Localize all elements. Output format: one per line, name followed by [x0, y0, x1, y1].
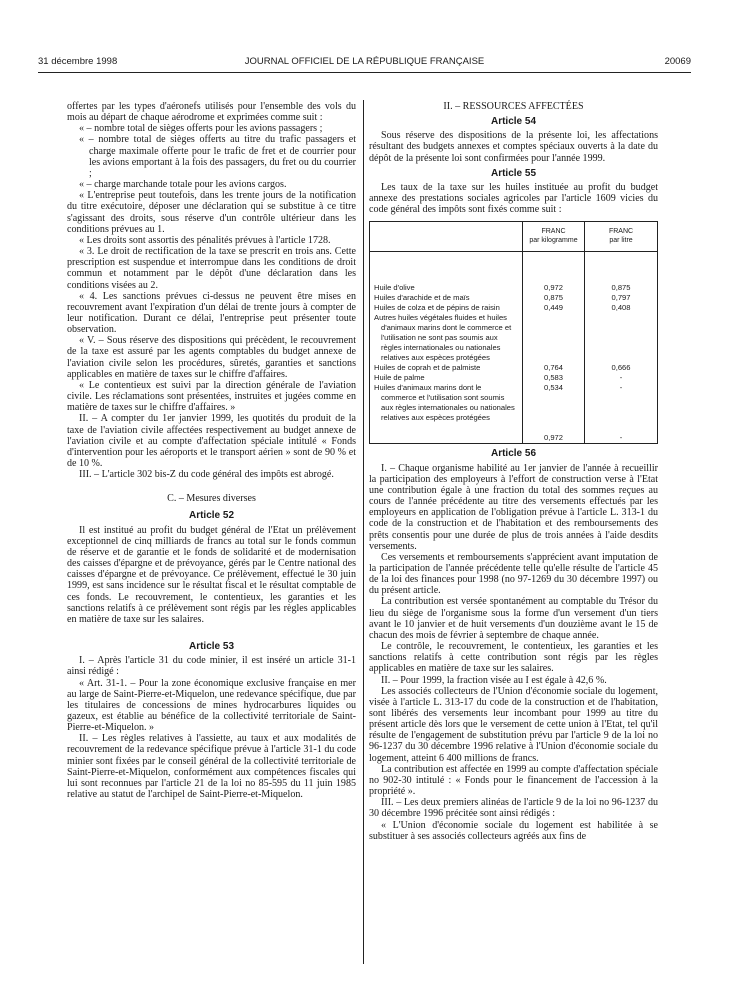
paragraph: La contribution est versée spontanément au comptable du Trésor du lieu du siège de l'organisme sous la forme d'un versement d'un tiers avant le 10 janvier et de huit versements d'un douzième avant le 15 de chacun des mois de février à septembre de chaque année.: [369, 596, 658, 641]
table-row-litre-value: -: [619, 383, 623, 393]
right-column-top: [369, 101, 658, 215]
paragraph: « Le contentieux est suivi par la direction générale de l'aviation civile. Les réclamations sont présentées, instruites et jugées comme en matière de taxes sur le chiffre d'affaires. »: [67, 379, 356, 414]
table-row-litre-value: 0,875: [611, 283, 631, 293]
paragraph: « – charge marchande totale pour les avions cargos.: [79, 179, 287, 191]
article-heading: Article 54: [490, 116, 537, 128]
table-row-kg-value: 0,534: [543, 383, 563, 393]
paragraph: II. – A compter du 1er janvier 1999, les quotités du produit de la taxe de l'aviation civile affectées respectivement au budget annexe de l'aviation civile et au compte d'affectation spéciale intitulé « Fonds d'intervention pour les aéroports et le transport aérien » sont de 90 % et de 10 %.: [67, 413, 356, 469]
paragraph: Les associés collecteurs de l'Union d'économie sociale du logement, visée à l'article L. 313-17 du code de la construction et de l'habitation, sont libérés des versements leur incombant pour 1999 au titre du présent article dès lors que le versement de cette union à l'Etat, tel qu'il résulte de l'engagement de substitution prévu par l'article 9 de la loi no 96-1237 du 30 décembre 1996 relative à l'Union d'économie sociale du logement, atteint 6 400 millions de francs.: [369, 685, 658, 764]
header-page-number: 20069: [664, 56, 691, 67]
table-row-kg-value: 0,972: [543, 433, 563, 443]
column-divider: [363, 100, 364, 964]
section-heading: C. – Mesures diverses: [167, 493, 256, 505]
right-column: [369, 101, 658, 842]
paragraph: II. – Les règles relatives à l'assiette, au taux et aux modalités de recouvrement de la redevance spécifique prévue à l'article 31-1 du code minier sont fixées par le conseil général de la collectivité territoriale de Saint-Pierre-et-Miquelon, conformément aux compétences fiscales qui lui sont reconnues par l'article 21 de la loi no 85-595 du 11 juin 1985 relative au statut de l'archipel de Saint-Pierre-et-Miquelon.: [67, 733, 356, 801]
paragraph: « 4. Les sanctions prévues ci-dessus ne peuvent être mises en recouvrement avant l'expiration d'un délai de trente jours à compter de leur notification. Durant ce délai, l'entreprise peut présenter toute observation.: [67, 290, 356, 336]
article-heading: Article 56: [490, 448, 537, 460]
paragraph: I. – Après l'article 31 du code minier, il est inséré un article 31-1 ainsi rédigé :: [67, 655, 356, 678]
header-journal-title: JOURNAL OFFICIEL DE LA RÉPUBLIQUE FRANÇAISE: [244, 56, 485, 67]
table-row-litre-value: 0,666: [611, 363, 631, 373]
table-kg-values: [522, 252, 584, 443]
article-heading: Article 53: [188, 641, 235, 653]
paragraph: « L'Union d'économie sociale du logement est habilitée à se substituer à ses associés collecteurs agréés aux fins de: [369, 819, 658, 842]
table-row-kg-value: 0,449: [543, 303, 563, 313]
table-row-litre-value: -: [619, 373, 623, 383]
header-date: 31 décembre 1998: [38, 56, 118, 67]
paragraph: Ces versements et remboursements s'apprécient avant imputation de la participation de l'année précédente telle qu'elle résulte de l'article 45 de la loi des finances pour 1998 (no 97-1269 du 30 décembre 1997) ou du présent article.: [369, 551, 658, 597]
header-rule: [38, 72, 691, 73]
paragraph: Sous réserve des dispositions de la présente loi, les affectations résultant des budgets annexes et comptes spéciaux ouverts à la date du dépôt de la présente loi sont confirmées pour l'année 1999.: [369, 130, 658, 164]
table-row-kg-value: 0,875: [543, 293, 563, 303]
paragraph: « – nombre total de sièges offerts au titre du trafic passagers et charge maximale offerte pour le trafic de fret et de courrier pour les avions emportant à la fois des passagers, du fret ou du courrier ;: [79, 134, 356, 179]
table-header-label: [370, 222, 522, 251]
table-body: [370, 252, 657, 443]
paragraph: III. – L'article 302 bis-Z du code général des impôts est abrogé.: [79, 469, 334, 481]
paragraph: Il est institué au profit du budget général de l'Etat un prélèvement exceptionnel de cinq milliards de francs au total sur le fonds commun de réserve et de garantie et le fonds de solidarité et de modernisation des caisses d'épargne et de prévoyance, gérés par le Centre national des caisses d'épargne et de prévoyance. Ce prélèvement, effectué le 30 juin 1999, est sans incidence sur le résultat fiscal et le résultat comptable de ces fonds. Le recouvrement, le contentieux, les garanties et les sanctions relatifs à ce prélèvement sont régis par les règles applicables en matière de taxe sur les salaires.: [67, 524, 356, 625]
table-row-label: Huiles d'animaux marins dont le commerce et l'utilisation sont soumis aux règles internationales ou nationales relatives aux espèces protégées: [374, 383, 515, 423]
paragraph: « V. – Sous réserve des dispositions qui précèdent, le recouvrement de la taxe est assuré par les agents comptables du budget annexe de l'aviation civile selon les procédures, sûretés, garanties et sanctions applicables en matière de taxes sur le chiffre d'affaires.: [67, 335, 356, 380]
table-row-litre-value: 0,408: [611, 303, 631, 313]
paragraph: Les taux de la taxe sur les huiles instituée au profit du budget annexe des prestations sociales agricoles par l'article 1609 vicies du code général des impôts sont fixés comme suit :: [369, 181, 658, 216]
paragraph: « 3. Le droit de rectification de la taxe se prescrit en trois ans. Cette prescription est suspendue et interrompue dans les conditions de droit commun et notamment par le dépôt d'une déclaration dans les conditions visées au 2.: [67, 246, 356, 291]
table-row-label: Huiles de coprah et de palmiste: [374, 363, 481, 373]
table-row-label: Autres huiles végétales fluides et huiles d'animaux marins dont le commerce et l'utilisation ne sont pas soumis aux règles internationales ou nationales relatives aux espèces protégées: [374, 313, 512, 363]
table-row-litre-value: 0,797: [611, 293, 631, 303]
right-column-bottom: [369, 448, 658, 841]
paragraph: « Les droits sont assortis des pénalités prévues à l'article 1728.: [79, 234, 331, 246]
paragraph: III. – Les deux premiers alinéas de l'article 9 de la loi no 96-1237 du 30 décembre 1996 précitée sont ainsi rédigés :: [369, 797, 658, 820]
table-row-kg-value: 0,764: [543, 363, 563, 373]
table-row-litre-value: -: [619, 433, 623, 443]
paragraph: « – nombre total de sièges offerts pour les avions passagers ;: [79, 123, 323, 135]
article-heading: Article 55: [490, 167, 537, 179]
table-row-label: Huile d'olive: [374, 283, 415, 293]
table-header-kg: FRANC par kilogramme: [522, 222, 584, 251]
table-header-litre: FRANC par litre: [584, 222, 657, 251]
table-row-label: Huiles d'arachide et de maïs: [374, 293, 470, 303]
paragraph: « Art. 31-1. – Pour la zone économique exclusive française en mer au large de Saint-Pierre-et-Miquelon, une redevance spécifique, due par les titulaires de concessions de mines hydrocarbures liquides ou gazeux, est établie au bénéfice de la collectivité territoriale de Saint-Pierre-et-Miquelon. »: [67, 677, 356, 734]
page-header: [38, 56, 691, 70]
paragraph: offertes par les types d'aéronefs utilisés pour l'ensemble des vols du mois au départ de chaque aérodrome et exprimées comme suit :: [67, 101, 356, 124]
paragraph: I. – Chaque organisme habilité au 1er janvier de l'année à recueillir la participation des employeurs à l'effort de construction verse à l'Etat une contribution égale à une fraction du total des sommes reçues au cours de l'année précédente au titre des versements effectués par les employeurs en application de l'obligation prévue à l'article L. 313-1 du code de la construction et de l'habitation et des remboursements des prêts consentis pour une durée de plus de trois années à l'aide desdits versements.: [369, 462, 658, 552]
paragraph: « L'entreprise peut toutefois, dans les trente jours de la notification du titre exécutoire, déposer une déclaration qui se substitue à ce titre s'agissant des droits, sous réserve d'un contrôle ultérieur dans les conditions prévues au 1.: [67, 190, 356, 235]
table-header: [370, 222, 657, 252]
table-litre-values: [584, 252, 657, 443]
section-heading: II. – RESSOURCES AFFECTÉES: [443, 101, 584, 112]
article-heading: Article 52: [188, 510, 235, 522]
table-labels: [370, 252, 522, 443]
paragraph: Le contrôle, le recouvrement, le contentieux, les garanties et les sanctions relatifs à cette contribution sont régis par les règles applicables en matière de taxe sur les salaires.: [369, 641, 658, 675]
table-row-kg-value: 0,972: [543, 283, 563, 293]
paragraph: La contribution est affectée en 1999 au compte d'affectation spéciale no 902-30 intitulé : « Fonds pour le financement de l'accession à la propriété ».: [369, 763, 658, 798]
table-row-label: Huiles de colza et de pépins de raisin: [374, 303, 500, 313]
table-row-label: Huile de palme: [374, 373, 425, 383]
table-row-kg-value: 0,583: [543, 373, 563, 383]
oil-tax-table: [369, 221, 658, 444]
paragraph: II. – Pour 1999, la fraction visée au I est égale à 42,6 %.: [381, 674, 607, 686]
left-column: [67, 101, 356, 800]
